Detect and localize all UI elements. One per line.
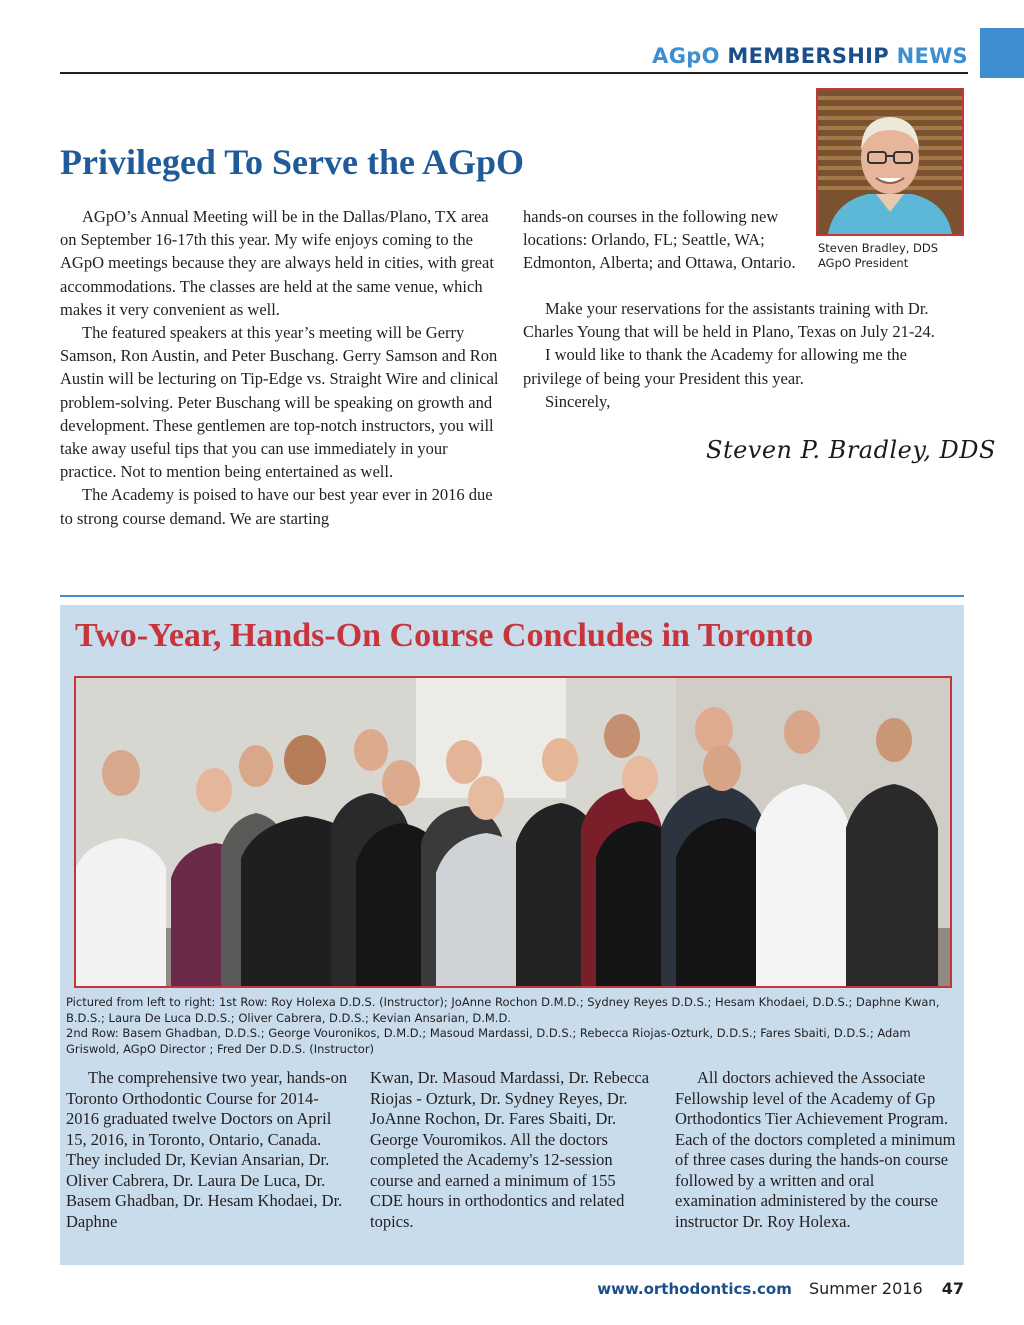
paragraph: Sincerely, [545,391,611,411]
paragraph: AGpO’s Annual Meeting will be in the Dallas/Plano, TX area on September 16-17th this year. My wife enjoys coming to the AGpO meetings because they are always held in cities, with great accommodations. The classes are held at the same venue, which makes it very convenient as well. [60,207,494,319]
article2-column-1 [66,1068,348,1232]
header-news: NEWS [896,44,968,68]
article1-column-1 [60,205,504,530]
article2-column-2 [370,1068,652,1232]
signature: Steven P. Bradley, DDS [706,436,996,464]
section-header [60,44,968,68]
photo-caption-group [66,995,956,1057]
paragraph: Kwan, Dr. Masoud Mardassi, Dr. Rebecca Riojas - Ozturk, Dr. Sydney Reyes, Dr. JoAnne Rochon, Dr. Fares Sbaiti, Dr. George Vouromikos. All the doctors completed the Academy's 12-session course and earned a minimum of 155 CDE hours in orthodontics and related topics. [370,1068,650,1231]
header-membership: MEMBERSHIP [727,44,889,68]
article2-column-3 [675,1068,959,1232]
caption-row-2: 2nd Row: Basem Ghadban, D.D.S.; George Vouronikos, D.M.D.; Masoud Mardassi, D.D.S.; Rebecca Riojas-Ozturk, D.D.S.; Fares Sbaiti, D.D.S.; Adam Griswold, AGpO Director ; Fred Der D.D.S. (Instructor) [66,1026,911,1056]
section-tab [980,28,1024,78]
photo-caption-role: AGpO President [818,256,909,270]
footer-issue: Summer 2016 [808,1279,923,1298]
footer-url[interactable]: www.orthodontics.com [597,1280,792,1298]
header-rule [60,72,968,74]
photo-caption [818,241,938,271]
paragraph: hands-on courses in the following new locations: Orlando, FL; Seattle, WA; Edmonton, Alberta; and Ottawa, Ontario. [523,207,796,273]
article1-column-2 [523,205,815,275]
paragraph: Make your reservations for the assistants training with Dr. Charles Young that will be held in Plano, Texas on July 21-24. [523,299,935,342]
group-photo [74,676,952,988]
paragraph: The Academy is poised to have our best year ever in 2016 due to strong course demand. We are starting [60,485,493,528]
paragraph: All doctors achieved the Associate Fellowship level of the Academy of Gp Orthodontics Tier Achievement Program. Each of the doctors completed a minimum of three cases during the hands-on course followed by a written and oral examination administered by the course instructor Dr. Roy Holexa. [675,1068,956,1231]
photo-caption-name: Steven Bradley, DDS [818,241,939,255]
president-photo [816,88,964,236]
page-number: 47 [941,1279,964,1298]
page-footer [60,1279,964,1298]
paragraph: The featured speakers at this year’s meeting will be Gerry Samson, Ron Austin, and Peter Buschang. Gerry Samson and Ron Austin will be lecturing on Tip-Edge vs. Straight Wire and clinical problem-solving. Peter Buschang will be speaking on growth and development. These gentlemen are top-notch instructors, you will take away useful tips that you can use immediately in your practice. Not to mention being entertained as well. [60,323,499,482]
paragraph: The comprehensive two year, hands-on Toronto Orthodontic Course for 2014-2016 graduated twelve Doctors on April 15, 2016, in Toronto, Ontario, Canada. They included Dr, Kevian Ansarian, Dr. Oliver Cabrera, Dr. Laura De Luca, Dr. Basem Ghadban, Dr. Hesam Khodaei, Dr. Daphne [66,1068,348,1231]
header-agpo: AGpO [652,44,720,68]
article1-column-2-continued [523,297,968,413]
article-title-privileged: Privileged To Serve the AGpO [60,142,524,182]
paragraph: I would like to thank the Academy for allowing me the privilege of being your President this year. [523,345,907,388]
article-title-toronto: Two-Year, Hands-On Course Concludes in Toronto [75,617,814,654]
caption-row-1: Pictured from left to right: 1st Row: Roy Holexa D.D.S. (Instructor); JoAnne Rochon D.M.D.; Sydney Reyes D.D.S.; Hesam Khodaei, D.D.S.; Daphne Kwan, B.D.S.; Laura De Luca D.D.S.; Oliver Cabrera, D.D.S.; Kevian Ansarian, D.M.D. [66,995,940,1025]
section-divider [60,595,964,597]
